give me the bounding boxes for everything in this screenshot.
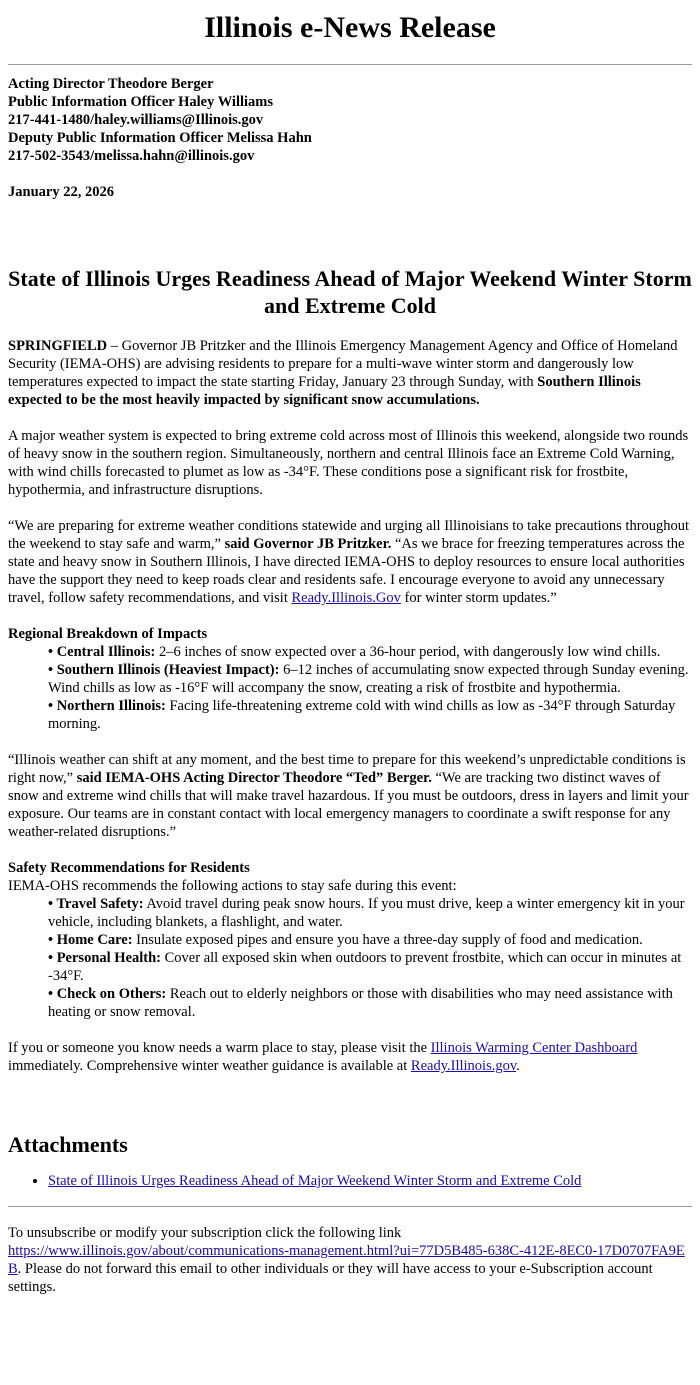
bullet-icon: • [48, 896, 54, 912]
ready-illinois-gov-link[interactable]: Ready.Illinois.gov [410, 1058, 517, 1074]
divider [8, 1206, 692, 1207]
intro-bold: Southern Illinois expected to be the most heavily impacted by significant snow accumulations. [8, 374, 641, 408]
bullet-icon: • [48, 644, 54, 660]
item-text: Cover all exposed skin when outdoors to prevent frostbite, which can occur in minutes at -34°F. [48, 950, 682, 984]
item-label: Southern Illinois (Heaviest Impact): [56, 662, 280, 678]
dateline: SPRINGFIELD [8, 338, 108, 354]
list-item [48, 949, 692, 985]
item-label: Home Care: [56, 932, 133, 948]
list-item [48, 643, 692, 661]
quote-attribution: said Governor JB Pritzker. [224, 536, 392, 552]
item-label: Personal Health: [56, 950, 162, 966]
item-text: Insulate exposed pipes and ensure you have a three-day supply of food and medication. [132, 932, 643, 948]
list-item [48, 985, 692, 1021]
governor-quote [8, 517, 692, 607]
bullet-label [48, 986, 166, 1002]
closing-text: If you or someone you know needs a warm place to stay, please visit the [8, 1040, 431, 1056]
item-label: Travel Safety: [56, 896, 144, 912]
contact-line: 217-441-1480/haley.williams@Illinois.gov [8, 112, 264, 128]
closing-text: . [516, 1058, 520, 1074]
headline: State of Illinois Urges Readiness Ahead of Major Weekend Winter Storm and Extreme Cold [8, 266, 692, 318]
bullet-icon: • [48, 932, 54, 948]
ready-illinois-link[interactable]: Ready.Illinois.Gov [291, 590, 401, 606]
footer [8, 1224, 692, 1296]
intro-text: – Governor JB Pritzker and the Illinois Emergency Management Agency and Office of Homeland Security (IEMA-OHS) are advising residents to prepare for a multi-wave winter storm and dangerously low temperatures expected to impact the state starting Friday, January 23 through Sunday, with [8, 338, 678, 390]
closing-paragraph [8, 1039, 692, 1075]
attachment-item [48, 1172, 692, 1190]
closing-text: immediately. Comprehensive winter weather guidance is available at [8, 1058, 411, 1074]
list-item [48, 697, 692, 733]
bullet-label [48, 950, 161, 966]
intro-paragraph [8, 337, 692, 409]
item-text: Reach out to elderly neighbors or those with disabilities who may need assistance with heating or snow removal. [48, 986, 673, 1020]
item-text: Facing life-threatening extreme cold with wind chills as low as -34°F through Saturday morning. [48, 698, 676, 732]
quote-text: “We are preparing for extreme weather conditions statewide and urging all Illinoisians to take precautions throughout the weekend to stay safe and warm,” [8, 518, 690, 552]
bullet-label [48, 932, 133, 948]
bullet-icon: • [48, 950, 54, 966]
overview-paragraph: A major weather system is expected to bring extreme cold across most of Illinois this weekend, alongside two rounds of heavy snow in the southern region. Simultaneously, northern and central Illinois face an Extreme Cold Warning, with wind chills forecasted to plumet as low as -34°F. These conditions pose a significant risk for frostbite, hypothermia, and infrastructure disruptions. [8, 428, 689, 498]
bullet-label [48, 662, 279, 678]
item-label: Northern Illinois: [56, 698, 166, 714]
contact-line: Public Information Officer Haley Williams [8, 94, 274, 110]
contact-line: Deputy Public Information Officer Melissa Hahn [8, 130, 312, 146]
regional-list [8, 643, 692, 733]
regional-title: Regional Breakdown of Impacts [8, 626, 208, 642]
release-date: January 22, 2026 [8, 184, 114, 200]
safety-intro: IEMA-OHS recommends the following actions to stay safe during this event: [8, 878, 457, 894]
bullet-icon: • [48, 986, 54, 1002]
quote-text: for winter storm updates.” [400, 590, 557, 606]
item-text: Avoid travel during peak snow hours. If you must drive, keep a winter emergency kit in your vehicle, including blankets, a flashlight, and water. [48, 896, 685, 930]
contact-line: 217-502-3543/melissa.hahn@illinois.gov [8, 148, 255, 164]
item-text: 2–6 inches of snow expected over a 36-hour period, with dangerously low wind chills. [155, 644, 661, 660]
safety-list [8, 895, 692, 1021]
contact-line: Acting Director Theodore Berger [8, 76, 214, 92]
list-item [48, 661, 692, 697]
page-title: Illinois e-News Release [204, 11, 496, 44]
quote-attribution: said IEMA-OHS Acting Director Theodore “Ted” Berger. [76, 770, 432, 786]
list-item [48, 895, 692, 931]
bullet-icon: • [48, 698, 54, 714]
subscription-link[interactable]: https://www.illinois.gov/about/communications-management.html?ui=77D5B485-638C-412E-8EC0-17D0707FA9EB [8, 1243, 685, 1277]
list-item [48, 931, 692, 949]
attachments-title: Attachments [8, 1132, 128, 1157]
quote-text: “Illinois weather can shift at any moment, and the best time to prepare for this weekend’s unpredictable conditions is right now,” [8, 752, 686, 786]
unsubscribe-text: To unsubscribe or modify your subscription click the following link [8, 1225, 402, 1241]
footer-body [8, 1242, 692, 1296]
bullet-label [48, 896, 144, 912]
attachment-link[interactable]: State of Illinois Urges Readiness Ahead of Major Weekend Winter Storm and Extreme Cold [48, 1173, 582, 1189]
warming-center-link[interactable]: Illinois Warming Center Dashboard [430, 1040, 638, 1056]
item-text: 6–12 inches of accumulating snow expected through Sunday evening. Wind chills as low as -16°F will accompany the snow, creating a risk of frostbite and hypothermia. [48, 662, 689, 696]
quote-text: “As we brace for freezing temperatures across the state and heavy snow in Southern Illinois, I have directed IEMA-OHS to deploy resources to ensure local authorities have the support they need to keep roads clear and residents safe. I encourage everyone to avoid any unnecessary travel, follow safety recommendations, and visit [8, 536, 685, 606]
bullet-label [48, 698, 166, 714]
bullet-icon: • [48, 662, 54, 678]
divider [8, 64, 692, 65]
item-label: Check on Others: [56, 986, 167, 1002]
safety-title: Safety Recommendations for Residents [8, 860, 250, 876]
quote-text: “We are tracking two distinct waves of snow and extreme wind chills that will make travel hazardous. If you must be outdoors, dress in layers and limit your exposure. Our teams are in constant contact with local emergency managers to coordinate a swift response for any weather-related disruptions.” [8, 770, 689, 840]
contact-block [8, 75, 692, 165]
director-quote [8, 751, 692, 841]
attachments-list [8, 1172, 692, 1190]
bullet-label [48, 644, 155, 660]
item-label: Central Illinois: [56, 644, 156, 660]
footer-text: . Please do not forward this email to other individuals or they will have access to your e-Subscription account settings. [8, 1261, 653, 1295]
